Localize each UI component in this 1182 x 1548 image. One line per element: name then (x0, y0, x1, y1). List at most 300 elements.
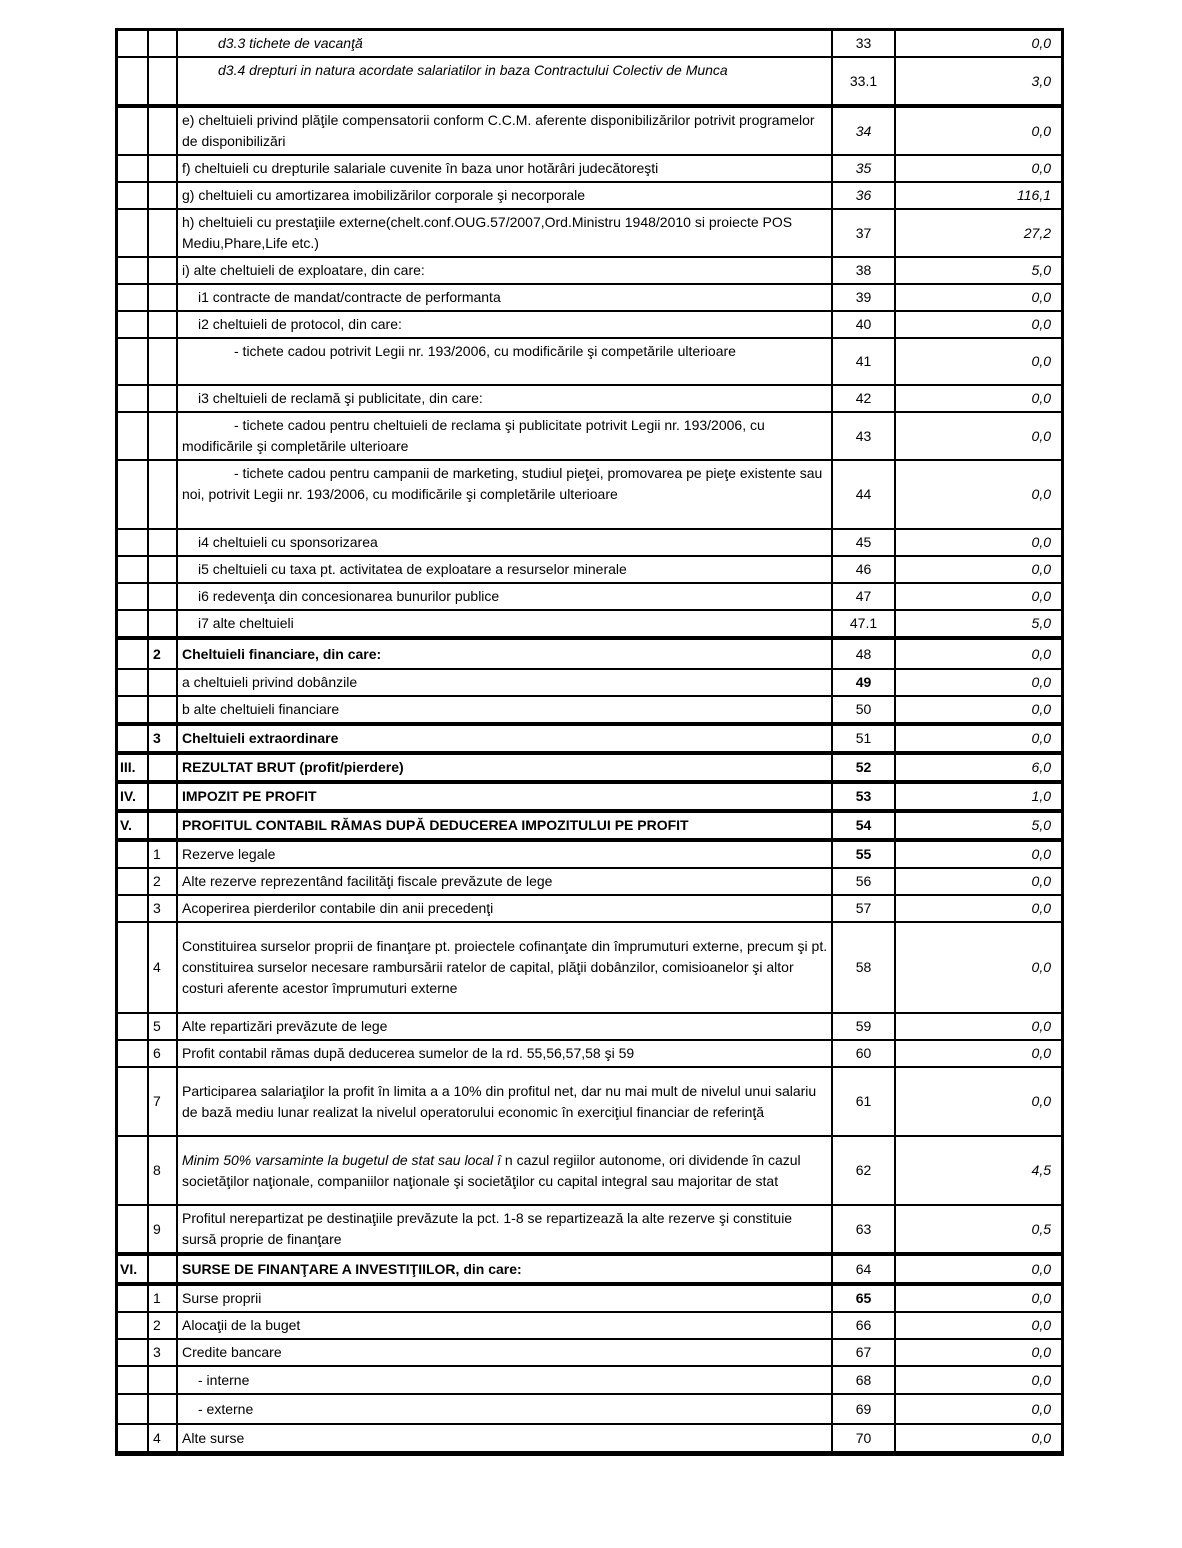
item-number-cell (147, 640, 176, 668)
line-number-cell (831, 1367, 894, 1393)
value-text: 5,0 (1031, 817, 1051, 833)
description-text: i7 alte cheltuieli (198, 615, 294, 631)
description-text-wrap (182, 1399, 253, 1420)
description-cell (176, 784, 831, 809)
description-cell (176, 58, 831, 104)
description-text-wrap (182, 699, 339, 720)
section-numeral-cell (118, 584, 147, 609)
value-text: 0,0 (1031, 534, 1051, 550)
item-number-cell (147, 869, 176, 894)
line-number-cell (831, 697, 894, 722)
description-text-wrap (182, 871, 552, 892)
description-text-wrap (182, 672, 357, 693)
table-row (118, 1282, 1061, 1311)
item-number-cell (147, 726, 176, 751)
description-text: Profit contabil rămas după deducerea sumelor de la rd. 55,56,57,58 şi 59 (182, 1045, 635, 1061)
item-number-cell (147, 1206, 176, 1252)
value-cell (894, 813, 1061, 838)
description-cell (176, 1286, 831, 1311)
line-number-cell (831, 670, 894, 695)
line-number-cell (831, 156, 894, 181)
line-number: 67 (855, 1344, 872, 1360)
item-number-cell (147, 923, 176, 1012)
description-text-wrap (182, 185, 585, 206)
line-number-cell (831, 726, 894, 751)
section-numeral-cell (118, 557, 147, 582)
description-text: PROFITUL CONTABIL RĂMAS DUPĂ DEDUCEREA IMPOZITULUI PE PROFIT (182, 817, 689, 833)
table-row (118, 555, 1061, 582)
value-cell (894, 339, 1061, 384)
description-text: - tichete cadou potrivit Legii nr. 193/2006, cu modificările şi competările ulterioare (234, 343, 736, 359)
line-number: 42 (855, 390, 872, 406)
item-number-cell (147, 1014, 176, 1039)
line-number-cell (831, 31, 894, 56)
section-numeral-cell (118, 339, 147, 384)
line-number-cell (831, 1041, 894, 1066)
description-cell (176, 813, 831, 838)
line-number-cell (831, 285, 894, 310)
description-text-wrap (182, 844, 275, 865)
line-number-cell (831, 784, 894, 809)
description-cell (176, 670, 831, 695)
description-text-wrap (182, 1315, 300, 1336)
value-text: 3,0 (1031, 72, 1051, 89)
section-numeral-cell (118, 842, 147, 867)
description-text-wrap (182, 728, 338, 749)
line-number: 50 (855, 701, 872, 717)
description-text: - interne (198, 1371, 250, 1388)
value-cell (894, 670, 1061, 695)
value-text: 0,0 (1031, 289, 1051, 305)
description-cell (176, 869, 831, 894)
description-cell (176, 584, 831, 609)
line-number: 35 (855, 160, 872, 176)
item-number: 2 (153, 1317, 161, 1333)
section-numeral-cell (118, 386, 147, 411)
item-number-cell (147, 1313, 176, 1338)
item-number-cell (147, 461, 176, 528)
line-number: 56 (855, 873, 872, 889)
value-text: 0,0 (1031, 316, 1051, 332)
table-row (118, 459, 1061, 528)
description-cell (176, 285, 831, 310)
description-cell (176, 339, 831, 384)
value-text: 1,0 (1031, 788, 1051, 804)
description-text-wrap (182, 463, 829, 505)
item-number-cell (147, 285, 176, 310)
description-text: Constituirea surselor proprii de finanţare pt. proiectele cofinanţate din împrumuturi externe, precum şi pt. constituirea surselor necesare rambursării ratelor de capital, plăţii dobânzilor, comisioanelor şi altor costuri aferente acestor împrumuturi externe (182, 938, 828, 996)
value-text: 0,0 (1031, 35, 1051, 51)
section-numeral-cell (118, 640, 147, 668)
item-number-cell (147, 1286, 176, 1311)
line-number: 51 (855, 730, 872, 746)
value-cell (894, 530, 1061, 555)
description-text: a cheltuieli privind dobânzile (182, 674, 358, 690)
line-number: 66 (855, 1317, 872, 1333)
item-number-cell (147, 530, 176, 555)
line-number: 40 (855, 316, 872, 332)
line-number: 68 (855, 1371, 872, 1388)
item-number-cell (147, 210, 176, 256)
line-number-cell (831, 611, 894, 636)
item-number-cell (147, 611, 176, 636)
table-row (118, 780, 1061, 809)
line-number-cell (831, 1206, 894, 1252)
item-number: 4 (153, 1429, 161, 1446)
line-number: 59 (855, 1018, 872, 1034)
item-number: 1 (153, 1290, 161, 1306)
line-number-cell (831, 640, 894, 668)
value-text: 0,0 (1031, 1317, 1051, 1333)
section-numeral-cell (118, 31, 147, 56)
description-cell (176, 1206, 831, 1252)
value-cell (894, 784, 1061, 809)
description-text-wrap (182, 1208, 829, 1250)
description-text: Alte repartizări prevăzute de lege (182, 1018, 388, 1034)
description-text: i3 cheltuieli de reclamă şi publicitate, din care: (198, 390, 483, 406)
description-text-wrap (182, 786, 317, 807)
value-cell (894, 1425, 1061, 1451)
table-row (118, 154, 1061, 181)
value-text: 0,0 (1031, 674, 1051, 690)
description-cell (176, 183, 831, 208)
description-text-wrap (182, 415, 829, 457)
value-cell (894, 1367, 1061, 1393)
line-number: 46 (855, 561, 872, 577)
description-text-wrap (182, 613, 294, 634)
item-number-cell (147, 1137, 176, 1204)
line-number-cell (831, 1068, 894, 1135)
line-number: 33.1 (849, 72, 878, 89)
section-numeral-cell (118, 1425, 147, 1451)
value-text: 0,0 (1031, 390, 1051, 406)
line-number-cell (831, 869, 894, 894)
table-row (118, 104, 1061, 154)
value-text: 116,1 (1017, 187, 1051, 203)
section-numeral-cell (118, 258, 147, 283)
value-cell (894, 31, 1061, 56)
description-text-wrap (182, 757, 404, 778)
description-text-wrap (182, 110, 829, 152)
description-text-wrap (182, 532, 378, 553)
value-text: 27,2 (1023, 224, 1051, 241)
description-cell (176, 1367, 831, 1393)
value-text: 0,0 (1031, 427, 1051, 444)
table-row (118, 1066, 1061, 1135)
description-cell (176, 557, 831, 582)
section-numeral-cell (118, 183, 147, 208)
item-number-cell (147, 1256, 176, 1282)
description-cell (176, 1256, 831, 1282)
description-cell (176, 896, 831, 921)
value-text: 0,0 (1031, 1371, 1051, 1388)
section-numeral-cell (118, 413, 147, 459)
value-text: 6,0 (1031, 759, 1051, 775)
description-text-wrap (182, 1043, 634, 1064)
description-text-wrap (182, 33, 363, 54)
value-cell (894, 461, 1061, 528)
line-number-cell (831, 1256, 894, 1282)
line-number: 48 (855, 645, 872, 662)
line-number-cell (831, 183, 894, 208)
description-text-wrap (182, 1428, 244, 1449)
value-text: 0,0 (1031, 1018, 1051, 1034)
description-text: Alte rezerve reprezentând facilităţi fiscale prevăzute de lege (182, 873, 553, 889)
item-number-cell (147, 896, 176, 921)
description-text: - externe (198, 1400, 254, 1417)
line-number: 39 (855, 289, 872, 305)
item-number-cell (147, 1367, 176, 1393)
value-text: 0,0 (1031, 959, 1051, 975)
line-number-cell (831, 1340, 894, 1365)
table-row (118, 528, 1061, 555)
section-numeral-cell (118, 1041, 147, 1066)
description-text: SURSE DE FINANŢARE A INVESTIŢIILOR, din care: (182, 1260, 522, 1277)
line-number: 47.1 (849, 615, 878, 631)
table-row (118, 838, 1061, 867)
description-text: d3.3 tichete de vacanţă (218, 35, 363, 51)
description-text: Participarea salariaţilor la profit în limita a a 10% din profitul net, dar nu mai mult de nivelul unui salariu de bază mediu lunar realizat la nivelul operatorului economic în exerciţiul financiar de referinţă (182, 1082, 817, 1120)
section-numeral: VI. (120, 1260, 138, 1277)
description-text: i2 cheltuieli de protocol, din care: (198, 316, 402, 332)
line-number: 52 (855, 759, 872, 775)
value-text: 0,0 (1031, 873, 1051, 889)
section-numeral-cell (118, 530, 147, 555)
description-text-wrap (182, 1150, 829, 1192)
value-cell (894, 285, 1061, 310)
value-cell (894, 896, 1061, 921)
item-number-cell (147, 183, 176, 208)
description-cell (176, 108, 831, 154)
value-cell (894, 386, 1061, 411)
item-number: 8 (153, 1162, 161, 1178)
description-text-wrap (182, 1259, 522, 1280)
item-number-cell (147, 1068, 176, 1135)
line-number-cell (831, 1425, 894, 1451)
table-row (118, 636, 1061, 668)
table-row (118, 256, 1061, 283)
description-cell (176, 1014, 831, 1039)
line-number: 37 (855, 224, 872, 241)
item-number: 2 (153, 645, 161, 662)
value-cell (894, 1313, 1061, 1338)
line-number: 41 (855, 353, 872, 369)
section-numeral-cell (118, 670, 147, 695)
value-cell (894, 156, 1061, 181)
section-numeral-cell (118, 1367, 147, 1393)
item-number: 3 (153, 900, 161, 916)
table-row (118, 1204, 1061, 1252)
table-row (118, 310, 1061, 337)
section-numeral-cell (118, 1313, 147, 1338)
section-numeral: IV. (120, 788, 136, 804)
description-cell (176, 461, 831, 528)
item-number-cell (147, 1340, 176, 1365)
table-row (118, 668, 1061, 695)
description-text: i) alte cheltuieli de exploatare, din care: (182, 262, 425, 278)
item-number-cell (147, 697, 176, 722)
item-number: 4 (153, 959, 161, 975)
line-number-cell (831, 813, 894, 838)
description-cell (176, 842, 831, 867)
section-numeral-cell (118, 755, 147, 780)
description-text-wrap (182, 158, 658, 179)
value-text: 0,0 (1031, 701, 1051, 717)
line-number: 43 (855, 427, 872, 444)
description-text: Credite bancare (182, 1344, 282, 1360)
description-text: i4 cheltuieli cu sponsorizarea (198, 534, 378, 550)
item-number-cell (147, 258, 176, 283)
line-number: 45 (855, 534, 872, 550)
section-numeral-cell (118, 285, 147, 310)
item-number: 5 (153, 1018, 161, 1034)
budget-table (115, 28, 1064, 1456)
description-cell (176, 312, 831, 337)
table-row (118, 582, 1061, 609)
line-number-cell (831, 258, 894, 283)
description-text-wrap (182, 898, 493, 919)
description-text: i1 contracte de mandat/contracte de performanta (198, 289, 501, 305)
description-text: Acoperirea pierderilor contabile din anii precedenţi (182, 900, 494, 916)
section-numeral-cell (118, 813, 147, 838)
description-text: Profitul nerepartizat pe destinaţiile prevăzute la pct. 1-8 se repartizează la alte rezerve şi constituie sursă proprie de finanţare (182, 1210, 793, 1247)
description-text-wrap (182, 212, 829, 254)
line-number-cell (831, 1014, 894, 1039)
line-number: 60 (855, 1045, 872, 1061)
item-number-cell (147, 156, 176, 181)
section-numeral-cell (118, 1206, 147, 1252)
item-number-cell (147, 58, 176, 104)
description-cell (176, 1340, 831, 1365)
item-number-cell (147, 813, 176, 838)
value-text: 4,5 (1031, 1162, 1051, 1178)
table-row (118, 1365, 1061, 1393)
description-cell (176, 156, 831, 181)
value-text: 0,0 (1031, 588, 1051, 604)
section-numeral-cell (118, 108, 147, 154)
line-number-cell (831, 923, 894, 1012)
line-number: 61 (855, 1093, 872, 1109)
description-text-wrap (182, 260, 425, 281)
line-number-cell (831, 755, 894, 780)
value-text: 0,0 (1031, 1344, 1051, 1360)
description-cell (176, 413, 831, 459)
description-cell (176, 1395, 831, 1423)
description-text: Cheltuieli financiare, din care: (182, 645, 382, 662)
line-number: 53 (855, 788, 872, 804)
description-text-wrap (182, 1288, 261, 1309)
section-numeral-cell (118, 1395, 147, 1423)
description-cell (176, 1041, 831, 1066)
section-numeral-cell (118, 896, 147, 921)
description-text-wrap (182, 1016, 387, 1037)
line-number: 36 (855, 187, 872, 203)
line-number-cell (831, 896, 894, 921)
description-cell (176, 726, 831, 751)
table-row (118, 751, 1061, 780)
line-number-cell (831, 108, 894, 154)
item-number-cell (147, 1395, 176, 1423)
value-text: 0,0 (1031, 900, 1051, 916)
item-number-cell (147, 339, 176, 384)
item-number: 2 (153, 873, 161, 889)
value-cell (894, 697, 1061, 722)
value-cell (894, 258, 1061, 283)
section-numeral-cell (118, 312, 147, 337)
table-row (118, 283, 1061, 310)
description-text: h) cheltuieli cu prestaţiile externe(chelt.conf.OUG.57/2007,Ord.Ministru 1948/2010 si proiecte POS Mediu,Phare,Life etc.) (182, 214, 793, 251)
description-text: i6 redevenţa din concesionarea bunurilor publice (198, 588, 500, 604)
section-numeral-cell (118, 1286, 147, 1311)
description-text: e) cheltuieli privind plăţile compensatorii conform C.C.M. aferente disponibilizărilor potrivit programelor de disponibilizări (182, 112, 815, 149)
value-cell (894, 755, 1061, 780)
section-numeral-cell (118, 1014, 147, 1039)
value-text: 0,0 (1031, 1429, 1051, 1446)
value-text: 0,0 (1031, 1290, 1051, 1306)
description-cell (176, 640, 831, 668)
description-text: f) cheltuieli cu drepturile salariale cuvenite în baza unor hotărâri judecătoreşti (182, 160, 659, 176)
description-text-wrap (182, 1342, 282, 1363)
value-text: 0,0 (1031, 561, 1051, 577)
section-numeral-cell (118, 923, 147, 1012)
value-text: 0,0 (1031, 1400, 1051, 1417)
section-numeral: III. (120, 759, 136, 775)
item-number-cell (147, 108, 176, 154)
description-text: Alte surse (182, 1429, 245, 1446)
table-row (118, 337, 1061, 384)
description-text-wrap (182, 1370, 249, 1391)
item-number-cell (147, 1425, 176, 1451)
value-cell (894, 1206, 1061, 1252)
table-row (118, 921, 1061, 1012)
description-cell (176, 611, 831, 636)
table-row (118, 1039, 1061, 1066)
description-cell (176, 923, 831, 1012)
description-text: REZULTAT BRUT (profit/pierdere) (182, 759, 404, 775)
value-cell (894, 1041, 1061, 1066)
value-cell (894, 312, 1061, 337)
line-number-cell (831, 386, 894, 411)
section-numeral-cell (118, 1137, 147, 1204)
description-text: b alte cheltuieli financiare (182, 701, 340, 717)
item-number-cell (147, 670, 176, 695)
line-number-cell (831, 339, 894, 384)
table-row (118, 31, 1061, 56)
section-numeral-cell (118, 611, 147, 636)
value-cell (894, 1340, 1061, 1365)
description-text: Alocaţii de la buget (182, 1317, 301, 1333)
value-cell (894, 584, 1061, 609)
description-text: Cheltuieli extraordinare (182, 730, 339, 746)
description-text-wrap (182, 388, 483, 409)
table-row (118, 722, 1061, 751)
value-cell (894, 1137, 1061, 1204)
value-cell (894, 842, 1061, 867)
table-row (118, 181, 1061, 208)
description-italic-segment: Minim 50% varsaminte la bugetul de stat sau local î (182, 1151, 502, 1168)
value-text: 0,0 (1031, 645, 1051, 662)
line-number-cell (831, 210, 894, 256)
value-text: 5,0 (1031, 615, 1051, 631)
item-number-cell (147, 31, 176, 56)
value-cell (894, 210, 1061, 256)
item-number-cell (147, 557, 176, 582)
description-cell (176, 530, 831, 555)
item-number: 3 (153, 730, 161, 746)
value-text: 0,0 (1031, 353, 1051, 369)
value-cell (894, 611, 1061, 636)
table-row (118, 1393, 1061, 1423)
